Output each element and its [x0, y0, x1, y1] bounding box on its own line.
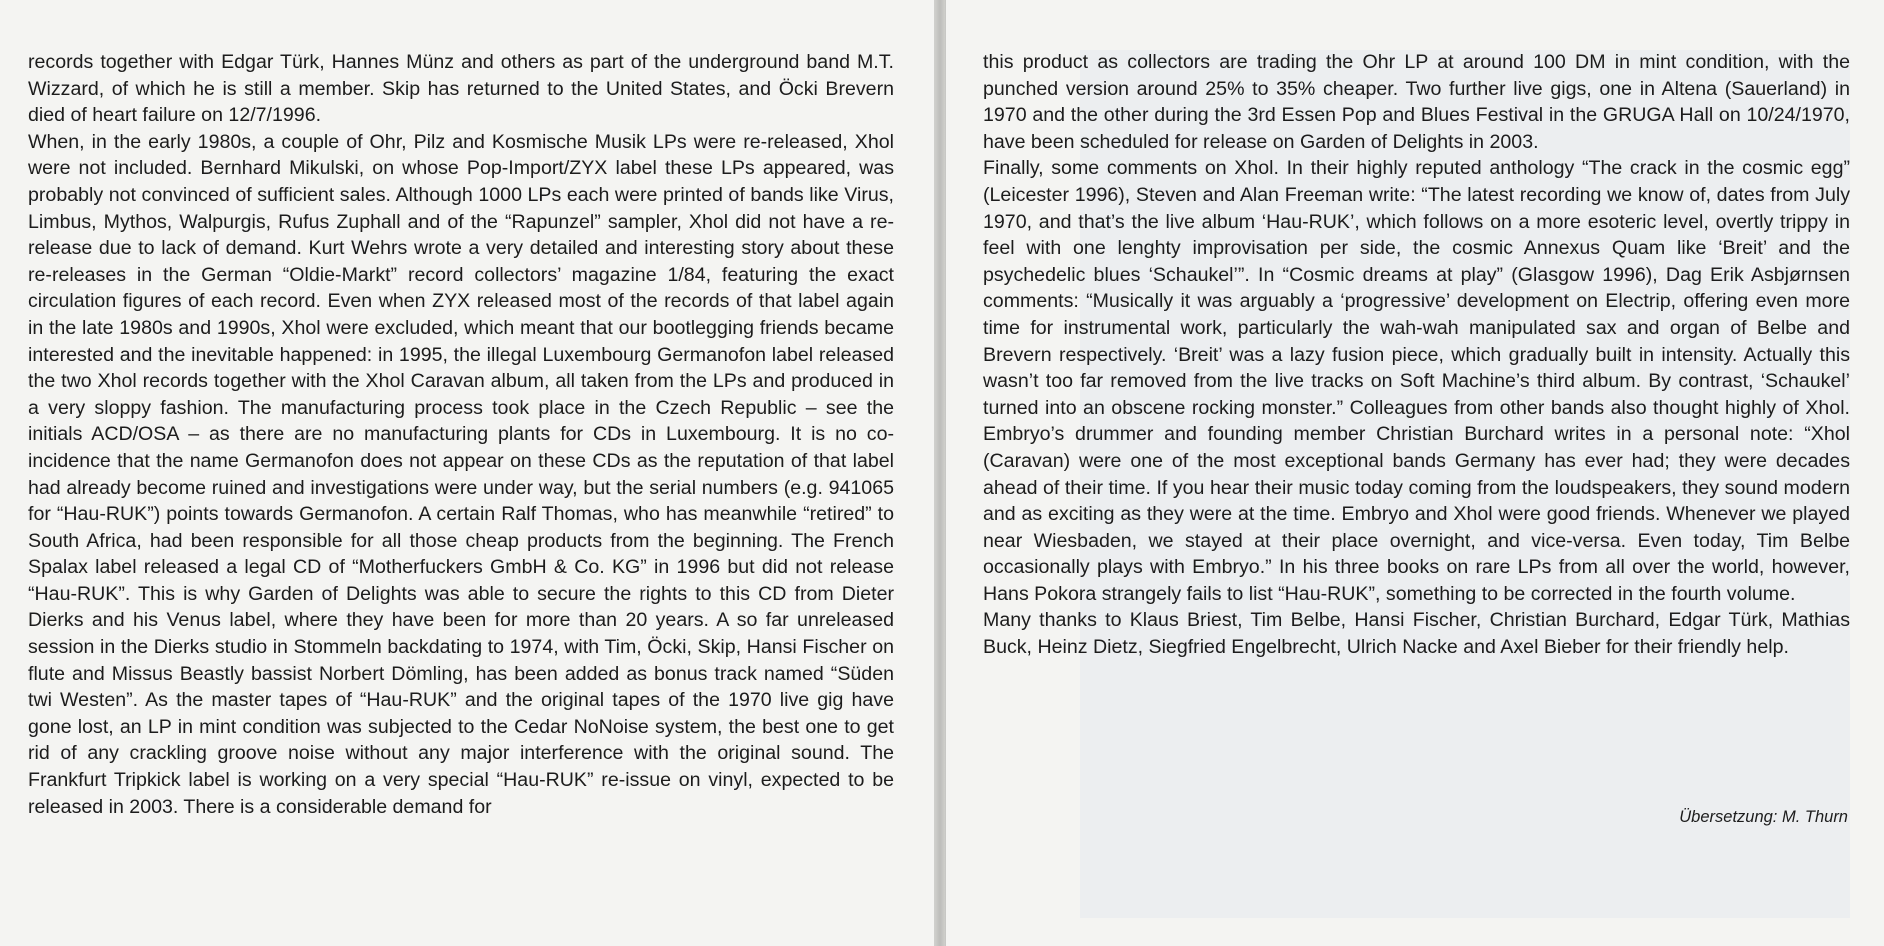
left-paragraph-1: records together with Edgar Türk, Hannes Münz and others as part of the underground band M.T. Wizzard, of which he is still a member. Skip has returned to the United States, and Öcki Brevern died of heart failure on 12/7/1996. — [28, 51, 894, 127]
left-paragraph-2: When, in the early 1980s, a couple of Ohr, Pilz and Kosmische Musik LPs were re-released, Xhol were not included. Bernhard Mikulski, on whose Pop-Import/ZYX label these LPs appeared, was probably not convinced of sufficient sales. Although 1000 LPs each were printed of bands like Virus, Limbus, Mythos, Walpurgis, Rufus Zuphall and of the “Rapunzel” sampler, Xhol did not have a re-release due to lack of demand. Kurt Wehrs wrote a very detailed and interesting story about these re-releases in the German “Oldie-Markt” record collectors’ magazine 1/84, featuring the exact circulation figures of each record. Even when ZYX released most of the records of that label again in the late 1980s and 1990s, Xhol were excluded, which meant that our bootlegging friends became interested and the inevitable happened: in 1995, the illegal Luxembourg Germanofon label released the two Xhol records together with the Xhol Caravan album, all taken from the LPs and produced in a very sloppy fashion. The manufacturing process took place in the Czech Republic – see the initials ACD/OSA – as there are no manufacturing plants for CDs in Luxembourg. It is no co-incidence that the name Germanofon does not appear on these CDs as the reputation of that label had already become ruined and investigations were under way, but the serial numbers (e.g. 941065 for “Hau-RUK”) points towards Germanofon. A certain Ralf Thomas, who has meanwhile “retired” to South Africa, had been responsible for all those cheap products from the beginning. The French Spalax label released a legal CD of “Motherfuckers GmbH & Co. KG” in 1996 but did not release “Hau-RUK”. This is why Garden of Delights was able to secure the rights to this CD from Dieter Dierks and his Venus label, where they have been for more than 20 years. A so far unreleased session in the Dierks studio in Stommeln backdating to 1974, with Tim, Öcki, Skip, Hansi Fischer on flute and Missus Beastly bassist Norbert Dömling, has been added as bonus track named “Süden twi Westen”. As the master tapes of “Hau-RUK” and the original tapes of the 1970 live gig have gone lost, an LP in mint condition was subjected to the Cedar NoNoise system, the best one to get rid of any crackling groove noise without any major interference with the original sound. The Frankfurt Tripkick label is working on a very special “Hau-RUK” re-issue on vinyl, expected to be released in 2003. There is a considerable demand for — [28, 130, 894, 818]
page-gutter — [935, 0, 945, 946]
right-paragraph-3: Many thanks to Klaus Briest, Tim Belbe, Hansi Fischer, Christian Burchard, Edgar Türk, Mathias Buck, Heinz Dietz, Siegfried Engelbrecht, Ulrich Nacke and Axel Bieber for their friendly help. — [983, 609, 1850, 659]
right-page-text — [983, 49, 1850, 661]
translation-credit: Übersetzung: M. Thurn — [1679, 808, 1848, 826]
left-page-text — [28, 49, 894, 820]
right-paragraph-2: Finally, some comments on Xhol. In their highly reputed anthology “The crack in the cosmic egg” (Leicester 1996), Steven and Alan Freeman write: “The latest recording we know of, dates from July 1970, and that’s the live album ‘Hau-RUK’, which follows on a more esoteric level, overtly trippy in feel with one lenghty improvisation per side, the cosmic Annexus Quam like ‘Breit’ and the psychedelic blues ‘Schaukel’”. In “Cosmic dreams at play” (Glasgow 1996), Dag Erik Asbjørnsen comments: “Musically it was arguably a ‘progressive’ development on Electrip, offering even more time for instrumental work, particularly the wah-wah manipulated sax and organ of Belbe and Brevern respectively. ‘Breit’ was a lazy fusion piece, which gradually built in intensity. Actually this wasn’t too far removed from the live tracks on Soft Machine’s third album. By contrast, ‘Schaukel’ turned into an obscene rocking monster.” Colleagues from other bands also thought highly of Xhol. Embryo’s drummer and founding member Christian Burchard writes in a personal note: “Xhol (Caravan) were one of the most exceptional bands Germany has ever had; they were decades ahead of their time. If you hear their music today coming from the loudspeakers, they sound modern and as exciting as they were at the time. Embryo and Xhol were good friends. Whenever we played near Wiesbaden, we stayed at their place overnight, and vice-versa. Even today, Tim Belbe occasionally plays with Embryo.” In his three books on rare LPs from all over the world, however, Hans Pokora strangely fails to list “Hau-RUK”, something to be corrected in the fourth volume. — [983, 157, 1850, 605]
right-paragraph-1: this product as collectors are trading the Ohr LP at around 100 DM in mint condition, with the punched version around 25% to 35% cheaper. Two further live gigs, one in Altena (Sauerland) in 1970 and the other during the 3rd Essen Pop and Blues Festival in the GRUGA Hall on 10/24/1970, have been scheduled for release on Garden of Delights in 2003. — [983, 51, 1850, 153]
